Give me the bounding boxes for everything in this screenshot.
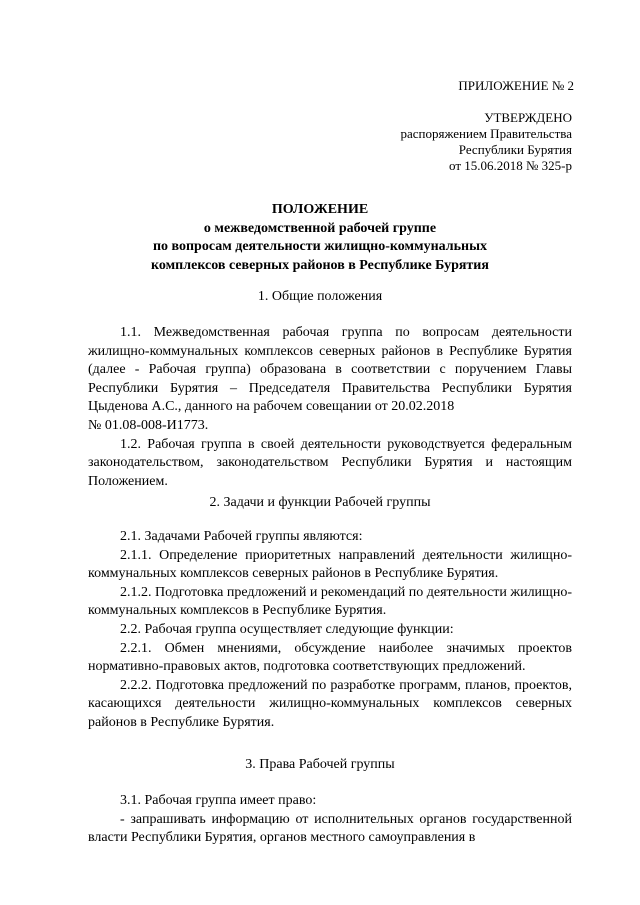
paragraph-2-2: 2.2. Рабочая группа осуществляет следующие функции: [120,621,454,637]
paragraph-1-1: 1.1. Межведомственная рабочая группа по вопросам деятельности жилищно-коммунальных комплексов северных районов в Республике Бурятия (далее - Рабочая группа) образована в соответствии с поручением Главы Республики Бурятия – Председателя Правительства Республики Бурятия Цыденова А.С., данного на рабочем совещании от 20.02.2018 [88,325,572,415]
paragraph-1-1-end: № 01.08-008-И1773. [88,417,209,433]
title-line-1: ПОЛОЖЕНИЕ [271,202,369,217]
section-1-body [88,324,572,491]
paragraph-2-2-1: 2.2.1. Обмен мнениями, обсуждение наиболее значимых проектов нормативно-правовых актов, подготовка соответствующих предложений. [88,640,572,675]
paragraph-1-2: 1.2. Рабочая группа в своей деятельности руководствуется федеральным законодательством, законодательством Республики Бурятия и настоящим Положением. [88,436,572,489]
section-1-heading: 1. Общие положения [257,289,383,304]
title-line-2: о межведомственной рабочей группе [203,220,437,236]
approved-label: УТВЕРЖДЕНО [484,110,572,125]
document-title [0,201,640,275]
approved-by-order: распоряжением Правительства [400,126,572,141]
paragraph-2-1: 2.1. Задачами Рабочей группы являются: [120,529,363,544]
section-3-heading: 3. Права Рабочей группы [245,757,395,772]
paragraph-2-2-2: 2.2.2. Подготовка предложений по разработке программ, планов, проектов, касающихся деятельности жилищно-коммунальных комплексов северных районов в Республике Бурятия. [88,677,572,730]
paragraph-2-1-1: 2.1.1. Определение приоритетных направлений деятельности жилищно-коммунальных комплексов северных районов в Республике Бурятия. [88,547,572,582]
section-2-body [88,528,572,733]
appendix-label: ПРИЛОЖЕНИЕ № 2 [458,78,574,93]
approved-date-number: от 15.06.2018 № 325-р [449,158,572,173]
paragraph-2-1-2: 2.1.2. Подготовка предложений и рекомендаций по деятельности жилищно-коммунальных комплексов в Республике Бурятия. [88,584,572,619]
approved-republic: Республики Бурятия [458,142,572,157]
title-line-4: комплексов северных районов в Республике Бурятия [151,257,489,273]
approval-stamp [400,110,572,174]
section-2-heading: 2. Задачи и функции Рабочей группы [209,495,431,510]
section-3-body [88,792,572,848]
title-line-3: по вопросам деятельности жилищно-коммунальных [152,239,488,254]
paragraph-3-1: 3.1. Рабочая группа имеет право: [120,793,317,808]
paragraph-3-1-a: - запрашивать информацию от исполнительных органов государственной власти Республики Бурятия, органов местного самоуправления в [88,811,572,846]
